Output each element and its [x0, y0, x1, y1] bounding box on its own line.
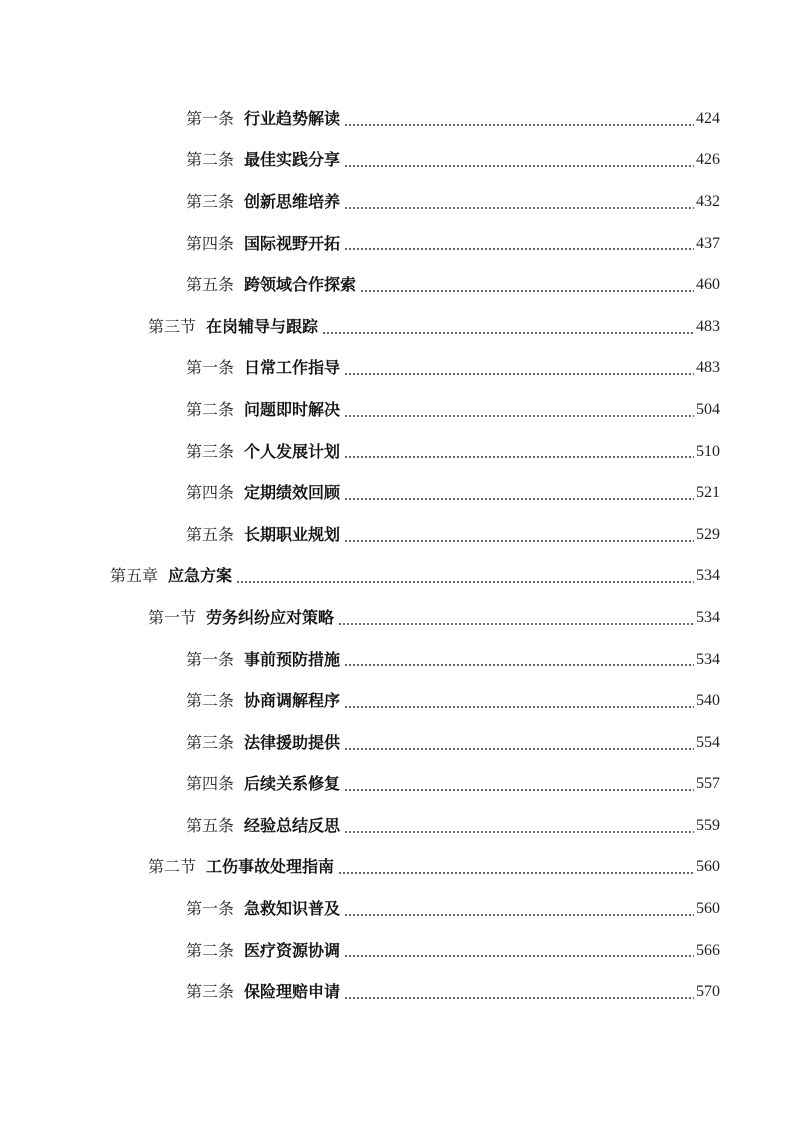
toc-entry-label: 第五条 — [186, 524, 235, 544]
toc-entry-title: 医疗资源协调 — [244, 940, 341, 960]
toc-entry[interactable] — [0, 764, 793, 806]
toc-entry[interactable] — [0, 639, 793, 681]
toc-entry-title: 个人发展计划 — [244, 441, 341, 461]
toc-entry-page-number: 529 — [696, 525, 720, 543]
toc-entry-title: 国际视野开拓 — [244, 233, 341, 253]
toc-entry-label: 第五章 — [110, 566, 159, 586]
dot-leader — [344, 124, 694, 126]
dot-leader — [338, 623, 694, 625]
toc-entry[interactable] — [0, 597, 793, 639]
toc-entry-page-number: 566 — [696, 941, 720, 959]
toc-entry-page-number: 534 — [696, 567, 720, 585]
toc-entry[interactable] — [0, 98, 793, 140]
dot-leader — [322, 332, 694, 334]
toc-entry-label: 第二条 — [186, 150, 235, 170]
toc-entry-title: 最佳实践分享 — [244, 150, 341, 170]
toc-entry-label: 第四条 — [186, 233, 235, 253]
toc-entry-label: 第二条 — [186, 691, 235, 711]
toc-entry-label: 第一条 — [186, 899, 235, 919]
toc-entry-title: 在岗辅导与跟踪 — [206, 316, 319, 336]
dot-leader — [344, 248, 694, 250]
toc-entry-page-number: 483 — [696, 359, 720, 377]
toc-entry-page-number: 559 — [696, 816, 720, 834]
toc-entry-label: 第四条 — [186, 774, 235, 794]
dot-leader — [236, 581, 694, 583]
toc-entry[interactable] — [0, 223, 793, 265]
toc-entry-page-number: 432 — [696, 192, 720, 210]
toc-entry-title: 事前预防措施 — [244, 649, 341, 669]
toc-entry-page-number: 521 — [696, 484, 720, 502]
toc-entry-label: 第二节 — [148, 857, 197, 877]
dot-leader — [344, 207, 694, 209]
toc-entry[interactable] — [0, 971, 793, 1013]
toc-entry-title: 问题即时解决 — [244, 399, 341, 419]
toc-entry-page-number: 534 — [696, 650, 720, 668]
dot-leader — [344, 498, 694, 500]
toc-entry-label: 第四条 — [186, 483, 235, 503]
toc-entry-page-number: 557 — [696, 775, 720, 793]
toc-entry-label: 第二条 — [186, 399, 235, 419]
toc-entry-title: 应急方案 — [168, 566, 233, 586]
toc-entry-title: 经验总结反思 — [244, 815, 341, 835]
dot-leader — [338, 872, 694, 874]
toc-entry-label: 第一条 — [186, 108, 235, 128]
dot-leader — [344, 748, 694, 750]
toc-entry[interactable] — [0, 888, 793, 930]
toc-entry-title: 保险理赔申请 — [244, 982, 341, 1002]
toc-entry-page-number: 437 — [696, 234, 720, 252]
toc-entry-title: 工伤事故处理指南 — [206, 857, 335, 877]
table-of-contents — [0, 98, 793, 1013]
toc-entry[interactable] — [0, 140, 793, 182]
toc-entry-page-number: 570 — [696, 983, 720, 1001]
dot-leader — [344, 373, 694, 375]
toc-entry-label: 第三条 — [186, 191, 235, 211]
toc-entry-label: 第五条 — [186, 275, 235, 295]
toc-entry-page-number: 504 — [696, 400, 720, 418]
dot-leader — [344, 955, 694, 957]
toc-entry-page-number: 540 — [696, 692, 720, 710]
toc-entry[interactable] — [0, 181, 793, 223]
toc-entry[interactable] — [0, 556, 793, 598]
toc-entry-title: 定期绩效回顾 — [244, 483, 341, 503]
toc-entry-label: 第三条 — [186, 982, 235, 1002]
toc-entry[interactable] — [0, 847, 793, 889]
toc-entry-title: 劳务纠纷应对策略 — [206, 607, 335, 627]
toc-entry-title: 长期职业规划 — [244, 524, 341, 544]
toc-entry-label: 第一节 — [148, 607, 197, 627]
dot-leader — [344, 831, 694, 833]
toc-entry-page-number: 426 — [696, 151, 720, 169]
dot-leader — [344, 165, 694, 167]
toc-entry[interactable] — [0, 264, 793, 306]
dot-leader — [344, 997, 694, 999]
dot-leader — [360, 290, 694, 292]
toc-entry-title: 创新思维培养 — [244, 191, 341, 211]
dot-leader — [344, 914, 694, 916]
toc-entry-title: 急救知识普及 — [244, 899, 341, 919]
toc-entry-label: 第三节 — [148, 316, 197, 336]
toc-entry-title: 跨领域合作探索 — [244, 275, 357, 295]
dot-leader — [344, 415, 694, 417]
toc-entry-label: 第五条 — [186, 815, 235, 835]
toc-entry-page-number: 560 — [696, 858, 720, 876]
dot-leader — [344, 456, 694, 458]
toc-entry[interactable] — [0, 348, 793, 390]
dot-leader — [344, 664, 694, 666]
toc-entry-title: 协商调解程序 — [244, 691, 341, 711]
toc-entry-label: 第一条 — [186, 358, 235, 378]
toc-entry[interactable] — [0, 306, 793, 348]
toc-entry[interactable] — [0, 431, 793, 473]
toc-entry-title: 后续关系修复 — [244, 774, 341, 794]
toc-entry-title: 法律援助提供 — [244, 732, 341, 752]
toc-entry-label: 第一条 — [186, 649, 235, 669]
toc-entry-label: 第三条 — [186, 441, 235, 461]
toc-entry-page-number: 483 — [696, 317, 720, 335]
toc-entry-page-number: 534 — [696, 608, 720, 626]
toc-entry[interactable] — [0, 930, 793, 972]
toc-entry-label: 第三条 — [186, 732, 235, 752]
dot-leader — [344, 706, 694, 708]
toc-entry-page-number: 554 — [696, 733, 720, 751]
toc-entry[interactable] — [0, 805, 793, 847]
toc-entry[interactable] — [0, 389, 793, 431]
toc-entry-title: 日常工作指导 — [244, 358, 341, 378]
toc-entry-title: 行业趋势解读 — [244, 108, 341, 128]
toc-entry-page-number: 460 — [696, 276, 720, 294]
toc-entry-page-number: 560 — [696, 900, 720, 918]
toc-entry[interactable] — [0, 472, 793, 514]
toc-entry-page-number: 424 — [696, 109, 720, 127]
dot-leader — [344, 540, 694, 542]
toc-entry-label: 第二条 — [186, 940, 235, 960]
dot-leader — [344, 789, 694, 791]
toc-entry-page-number: 510 — [696, 442, 720, 460]
toc-entry[interactable] — [0, 680, 793, 722]
toc-entry[interactable] — [0, 722, 793, 764]
toc-entry[interactable] — [0, 514, 793, 556]
